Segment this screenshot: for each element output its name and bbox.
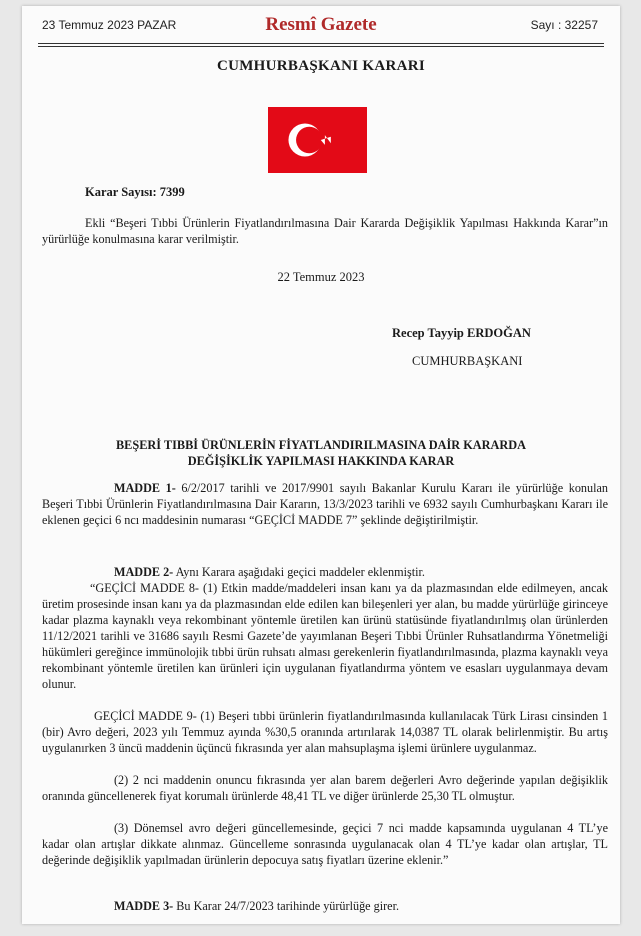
temporary-article-8: “GEÇİCİ MADDE 8- (1) Etkin madde/maddeleri insan kanı ya da plazmasından elde edilmeyen, ancak üretim prosesinde insan kanı ya da plazmasından elde edilen kan bileşenleri yer alan, bu madde yürürlüğe girinceye kadar plazma kaynaklı veya rekombinant yöntemle üretilen kan ürünü statüsünde fiyatlandırılmış olan ürünlerden 11/12/2021 tarihli ve 31686 sayılı Resmi Gazete’de yayımlanan Beşeri Tıbbi Ürünler Ruhsatlandırma Yönetmeliği hükümleri gereğince immünolojik tıbbi ürün ruhsatı alması gerekenlerin fiyatlandırılmasında, plazma kaynaklı veya rekombinant yöntemle üretilen kan ürünleri için uygulanan fiyatlandırma yöntem ve esasları uygulanmaya devam olunur. <box>42 581 608 691</box>
regulation-title <box>22 437 620 469</box>
header-divider-second <box>38 46 604 47</box>
article-2 <box>42 564 608 580</box>
article-1-text: 6/2/2017 tarihli ve 2017/9901 sayılı Bakanlar Kurulu Kararı ile yürürlüğe konulan Beşeri Tıbbi Ürünlerin Fiyatlandırılmasına Dair Kararın, 13/3/2023 tarihli ve 6932 sayılı Cumhurbaşkanı Kararı ile eklenen geçici 6 ncı maddesinin numarası “GEÇİCİ MADDE 7” şeklinde değiştirilmiştir. <box>42 481 608 527</box>
article-3-label: MADDE 3- <box>114 899 174 913</box>
decision-heading: CUMHURBAŞKANI KARARI <box>216 58 426 74</box>
article-3 <box>42 898 608 914</box>
article-2-label: MADDE 2- <box>114 565 174 579</box>
article-1 <box>42 480 608 528</box>
decision-number: Karar Sayısı: 7399 <box>85 185 185 199</box>
gazette-title: Resmî Gazete <box>265 14 377 35</box>
header-divider <box>38 43 604 44</box>
intro-paragraph: Ekli “Beşeri Tıbbi Ürünlerin Fiyatlandırılmasına Dair Kararda Değişiklik Yapılması Hakkında Karar”ın yürürlüğe konulmasına karar verilmiştir. <box>42 216 608 246</box>
decision-date: 22 Temmuz 2023 <box>277 270 365 284</box>
temporary-article-9-para-1: GEÇİCİ MADDE 9- (1) Beşeri tıbbi ürünlerin fiyatlandırılmasında kullanılacak Türk Lirası cinsinden 1 (bir) Avro değeri, 2023 yılı Temmuz ayında %30,5 oranında artırılarak 14,0387 TL olarak belirlenmiştir. Bu artış uygulanırken 3 üncü maddenin üçüncü fıkrasında yer alan mahsuplaşma işlemi ürünlere uygulanmaz. <box>42 709 608 755</box>
gazette-page <box>22 6 620 924</box>
regulation-title-line2: DEĞİŞİKLİK YAPILMASI HAKKINDA KARAR <box>187 454 455 468</box>
issue-number: Sayı : 32257 <box>530 18 598 32</box>
article-1-label: MADDE 1- <box>114 481 176 495</box>
article-2-text: Aynı Karara aşağıdaki geçici maddeler eklenmiştir. <box>173 565 425 579</box>
turkish-flag-icon <box>267 107 368 173</box>
regulation-title-line1: BEŞERİ TIBBİ ÜRÜNLERİN FİYATLANDIRILMASINA DAİR KARARDA <box>115 438 527 452</box>
temporary-article-9-para-2: (2) 2 nci maddenin onuncu fıkrasında yer alan barem değerleri Avro değerinde yapılan değişiklik oranında güncellenerek fiyat korumalı ürünlerde 48,41 TL ve diğer ürünlerde 25,30 TL olmuştur. <box>42 773 608 803</box>
header-date: 23 Temmuz 2023 PAZAR <box>42 18 177 32</box>
article-3-text: Bu Karar 24/7/2023 tarihinde yürürlüğe girer. <box>173 899 399 913</box>
signer-name: Recep Tayyip ERDOĞAN <box>392 326 531 340</box>
temporary-article-9-para-3: (3) Dönemsel avro değeri güncellemesinde, geçici 7 nci madde kapsamında uygulanan 4 TL’ye kadar olan artışlar dikkate alınmaz. Güncelleme sonrasında uygulanacak olan 4 TL’ye kadar olan artışlar, TL değerinde değişiklik yapılmadan ürünlerin depocuya satış fiyatları üzerine eklenir.” <box>42 821 608 867</box>
signer-title: CUMHURBAŞKANI <box>412 354 523 368</box>
